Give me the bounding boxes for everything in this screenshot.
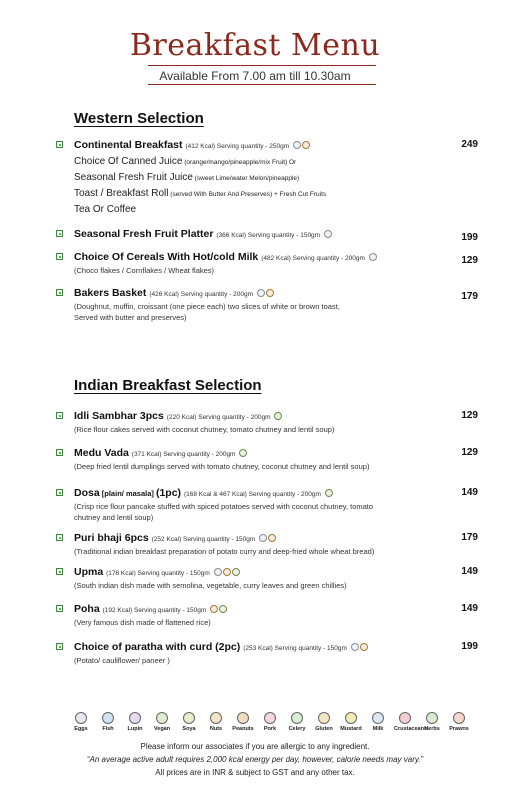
option-main: Tea Or Coffee <box>74 204 137 215</box>
lupin-icon <box>129 712 141 724</box>
milk-icon <box>351 643 359 651</box>
gluten-icon <box>266 289 274 297</box>
veg-icon <box>56 605 63 612</box>
title-rule-bottom <box>148 84 376 85</box>
menu-item-upma <box>56 566 476 591</box>
veg-icon <box>56 289 63 296</box>
item-price: 249 <box>461 139 478 150</box>
item-price: 129 <box>461 410 478 421</box>
vegan-icon <box>325 489 333 497</box>
menu-title: Breakfast Menu <box>129 28 381 63</box>
milk-icon <box>372 712 384 724</box>
veg-icon <box>56 489 63 496</box>
gluten-icon <box>302 141 310 149</box>
gluten-icon <box>360 643 368 651</box>
option-detail: (served With Butter And Preserves) + Fresh Cut Fruits <box>168 191 327 198</box>
allergen-label: Prawns <box>449 726 469 732</box>
veg-icon <box>56 253 63 260</box>
allergen-label: Eggs <box>74 726 88 732</box>
menu-item-dosa <box>56 487 476 523</box>
footer-calorie-note: “An average active adult requires 2,000 kcal energy per day, however, calorie needs may vary.” <box>86 755 424 764</box>
mustard-icon <box>345 712 357 724</box>
allergen-label: Gluten <box>315 726 333 732</box>
allergen-item <box>340 712 362 732</box>
item-name: Medu Vada <box>74 447 129 459</box>
item-description: (Deep fried lentil dumplings served with tomato chutney, coconut chutney and lentil soup) <box>74 462 370 471</box>
item-price: 179 <box>461 532 478 543</box>
menu-item-fruit-platter <box>56 228 478 243</box>
menu-item-bakers-basket <box>56 287 476 323</box>
allergen-label: Celery <box>288 726 306 732</box>
menu-item-puri-bhaji <box>56 532 476 557</box>
allergen-label: Vegan <box>153 726 171 732</box>
option-main: Choice Of Canned Juice <box>74 156 183 167</box>
item-description: (Rice flour cakes served with coconut chutney, tomato chutney and lentil soup) <box>74 425 335 434</box>
veg-icon <box>56 449 63 456</box>
item-description: (South indian dish made with semolina, vegetable, curry leaves and green chillies) <box>74 581 347 590</box>
item-meta: (178 Kcal) Serving quantity - 150gm <box>106 570 210 577</box>
herbs-icon <box>426 712 438 724</box>
allergen-item <box>448 712 470 732</box>
crustaceans-icon <box>399 712 411 724</box>
veg-icon <box>56 141 63 148</box>
menu-item-continental-breakfast <box>56 139 476 217</box>
nuts-icon <box>210 605 218 613</box>
allergen-label: Mustard <box>340 726 362 732</box>
peanuts-icon <box>237 712 249 724</box>
veg-icon <box>56 568 63 575</box>
allergen-item <box>421 712 443 732</box>
item-meta: (220 Kcal) Serving quantity - 200gm <box>166 414 271 421</box>
item-meta: (426 Kcal) Serving quantity - 200gm <box>149 291 254 298</box>
allergen-item <box>124 712 146 732</box>
vegan-icon <box>156 712 168 724</box>
item-name: Choice Of Cereals With Hot/cold Milk <box>74 251 259 263</box>
item-name: Seasonal Fresh Fruit Platter <box>74 228 214 240</box>
item-price: 129 <box>461 255 478 266</box>
option-detail: (sweet Lime/water Melon/pineapple) <box>192 175 300 182</box>
allergen-label: Crustaceans <box>394 726 428 732</box>
item-description: (Potato/ cauliflower/ paneer ) <box>74 656 170 665</box>
item-price: 149 <box>461 603 478 614</box>
vegan-icon <box>274 412 282 420</box>
milk-icon <box>259 534 267 542</box>
option-detail: (orange/mango/pineapple/mix Fruit) Or <box>182 159 297 166</box>
milk-icon <box>324 230 332 238</box>
item-meta: (168 Kcal & 467 Kcal) Serving quantity - 200gm <box>183 491 321 498</box>
allergen-item <box>367 712 389 732</box>
allergen-label: Soya <box>182 726 196 732</box>
allergen-label: Nuts <box>209 726 223 732</box>
item-name: Puri bhaji 6pcs <box>74 532 149 544</box>
milk-icon <box>369 253 377 261</box>
item-meta: (412 Kcal) Serving quantity - 250gm <box>185 143 290 150</box>
item-description: (Traditional indian breakfast preparation of potato curry and deep-fried whole wheat bread) <box>74 547 375 556</box>
allergen-item <box>70 712 92 732</box>
item-price: 179 <box>461 291 478 302</box>
veg-icon <box>56 230 63 237</box>
allergen-item <box>151 712 173 732</box>
menu-item-poha <box>56 603 476 628</box>
item-price: 129 <box>461 447 478 458</box>
item-price: 199 <box>461 641 478 652</box>
milk-icon <box>214 568 222 576</box>
option-main: Seasonal Fresh Fruit Juice <box>74 172 193 183</box>
option-main: Toast / Breakfast Roll <box>74 188 169 199</box>
menu-item-medu-vada <box>56 447 476 472</box>
allergen-item <box>232 712 254 732</box>
item-name: Dosa <box>74 487 100 499</box>
item-variant: [plain/ masala] <box>99 489 156 498</box>
veg-icon <box>56 534 63 541</box>
item-meta: (192 Kcal) Serving quantity - 150gm <box>102 607 207 614</box>
celery-icon <box>291 712 303 724</box>
vegan-icon <box>232 568 240 576</box>
footer-allergy-note: Please inform our associates if you are allergic to any ingredient. <box>140 742 370 751</box>
item-name: Bakers Basket <box>74 287 147 299</box>
item-name: Continental Breakfast <box>74 139 183 151</box>
allergen-label: Peanuts <box>232 726 254 732</box>
item-price: 149 <box>461 566 478 577</box>
allergen-label: Fish <box>102 726 114 732</box>
egg-icon <box>75 712 87 724</box>
veg-icon <box>56 643 63 650</box>
menu-item-cereals <box>56 251 476 276</box>
allergen-item <box>313 712 335 732</box>
item-description: (Doughnut, muffin, croissant (one piece each) two slices of white or brown toast, Served with butter and preserves) <box>74 302 340 322</box>
allergen-item <box>286 712 308 732</box>
allergen-label: Pork <box>263 726 277 732</box>
item-meta: (253 Kcal) Serving quantity - 150gm <box>243 645 347 652</box>
allergen-item <box>178 712 200 732</box>
item-name: Poha <box>74 603 100 615</box>
vegan-icon <box>239 449 247 457</box>
item-price: 199 <box>461 232 478 243</box>
nuts-icon <box>210 712 222 724</box>
allergen-item <box>259 712 281 732</box>
item-price: 149 <box>461 487 478 498</box>
veg-icon <box>56 412 63 419</box>
gluten-icon <box>268 534 276 542</box>
allergen-label: Milk <box>372 726 384 732</box>
allergen-label: Lupin <box>127 726 143 732</box>
allergen-item <box>394 712 428 732</box>
title-rule-top <box>148 65 376 66</box>
footer-tax-note: All prices are in INR & subject to GST and any other tax. <box>155 768 355 777</box>
allergen-label: Herbs <box>424 726 440 732</box>
menu-item-paratha <box>56 641 476 666</box>
item-meta: (371 Kcal) Serving quantity - 200gm <box>131 451 236 458</box>
item-description: (Choco flakes / Cornflakes / Wheat flakes) <box>74 266 215 275</box>
item-description: (Crisp rice flour pancake stuffed with spiced potatoes served with coconut chutney, tomato chutney and lentil soup) <box>74 502 374 522</box>
nuts-icon <box>223 568 231 576</box>
item-count: (1pc) <box>155 487 182 499</box>
prawns-icon <box>453 712 465 724</box>
menu-availability: Available From 7.00 am till 10.30am <box>159 69 351 83</box>
item-meta: (252 Kcal) Serving quantity - 150gm <box>151 536 256 543</box>
fish-icon <box>102 712 114 724</box>
soya-icon <box>183 712 195 724</box>
vegan-icon <box>219 605 227 613</box>
pork-icon <box>264 712 276 724</box>
allergen-item <box>205 712 227 732</box>
milk-icon <box>257 289 265 297</box>
menu-item-idli-sambhar <box>56 410 476 435</box>
allergen-legend <box>70 712 470 732</box>
allergen-item <box>97 712 119 732</box>
item-name: Upma <box>74 566 104 578</box>
item-meta: (482 Kcal) Serving quantity - 200gm <box>261 255 365 262</box>
section-heading-indian: Indian Breakfast Selection <box>74 377 262 394</box>
gluten-icon <box>318 712 330 724</box>
item-name: Idli Sambhar 3pcs <box>74 410 164 422</box>
item-description: (Very famous dish made of flattened rice) <box>74 618 211 627</box>
milk-icon <box>293 141 301 149</box>
item-name: Choice of paratha with curd (2pc) <box>74 641 241 653</box>
section-heading-western: Western Selection <box>74 110 204 127</box>
item-meta: (366 Kcal) Serving quantity - 150gm <box>216 232 321 239</box>
